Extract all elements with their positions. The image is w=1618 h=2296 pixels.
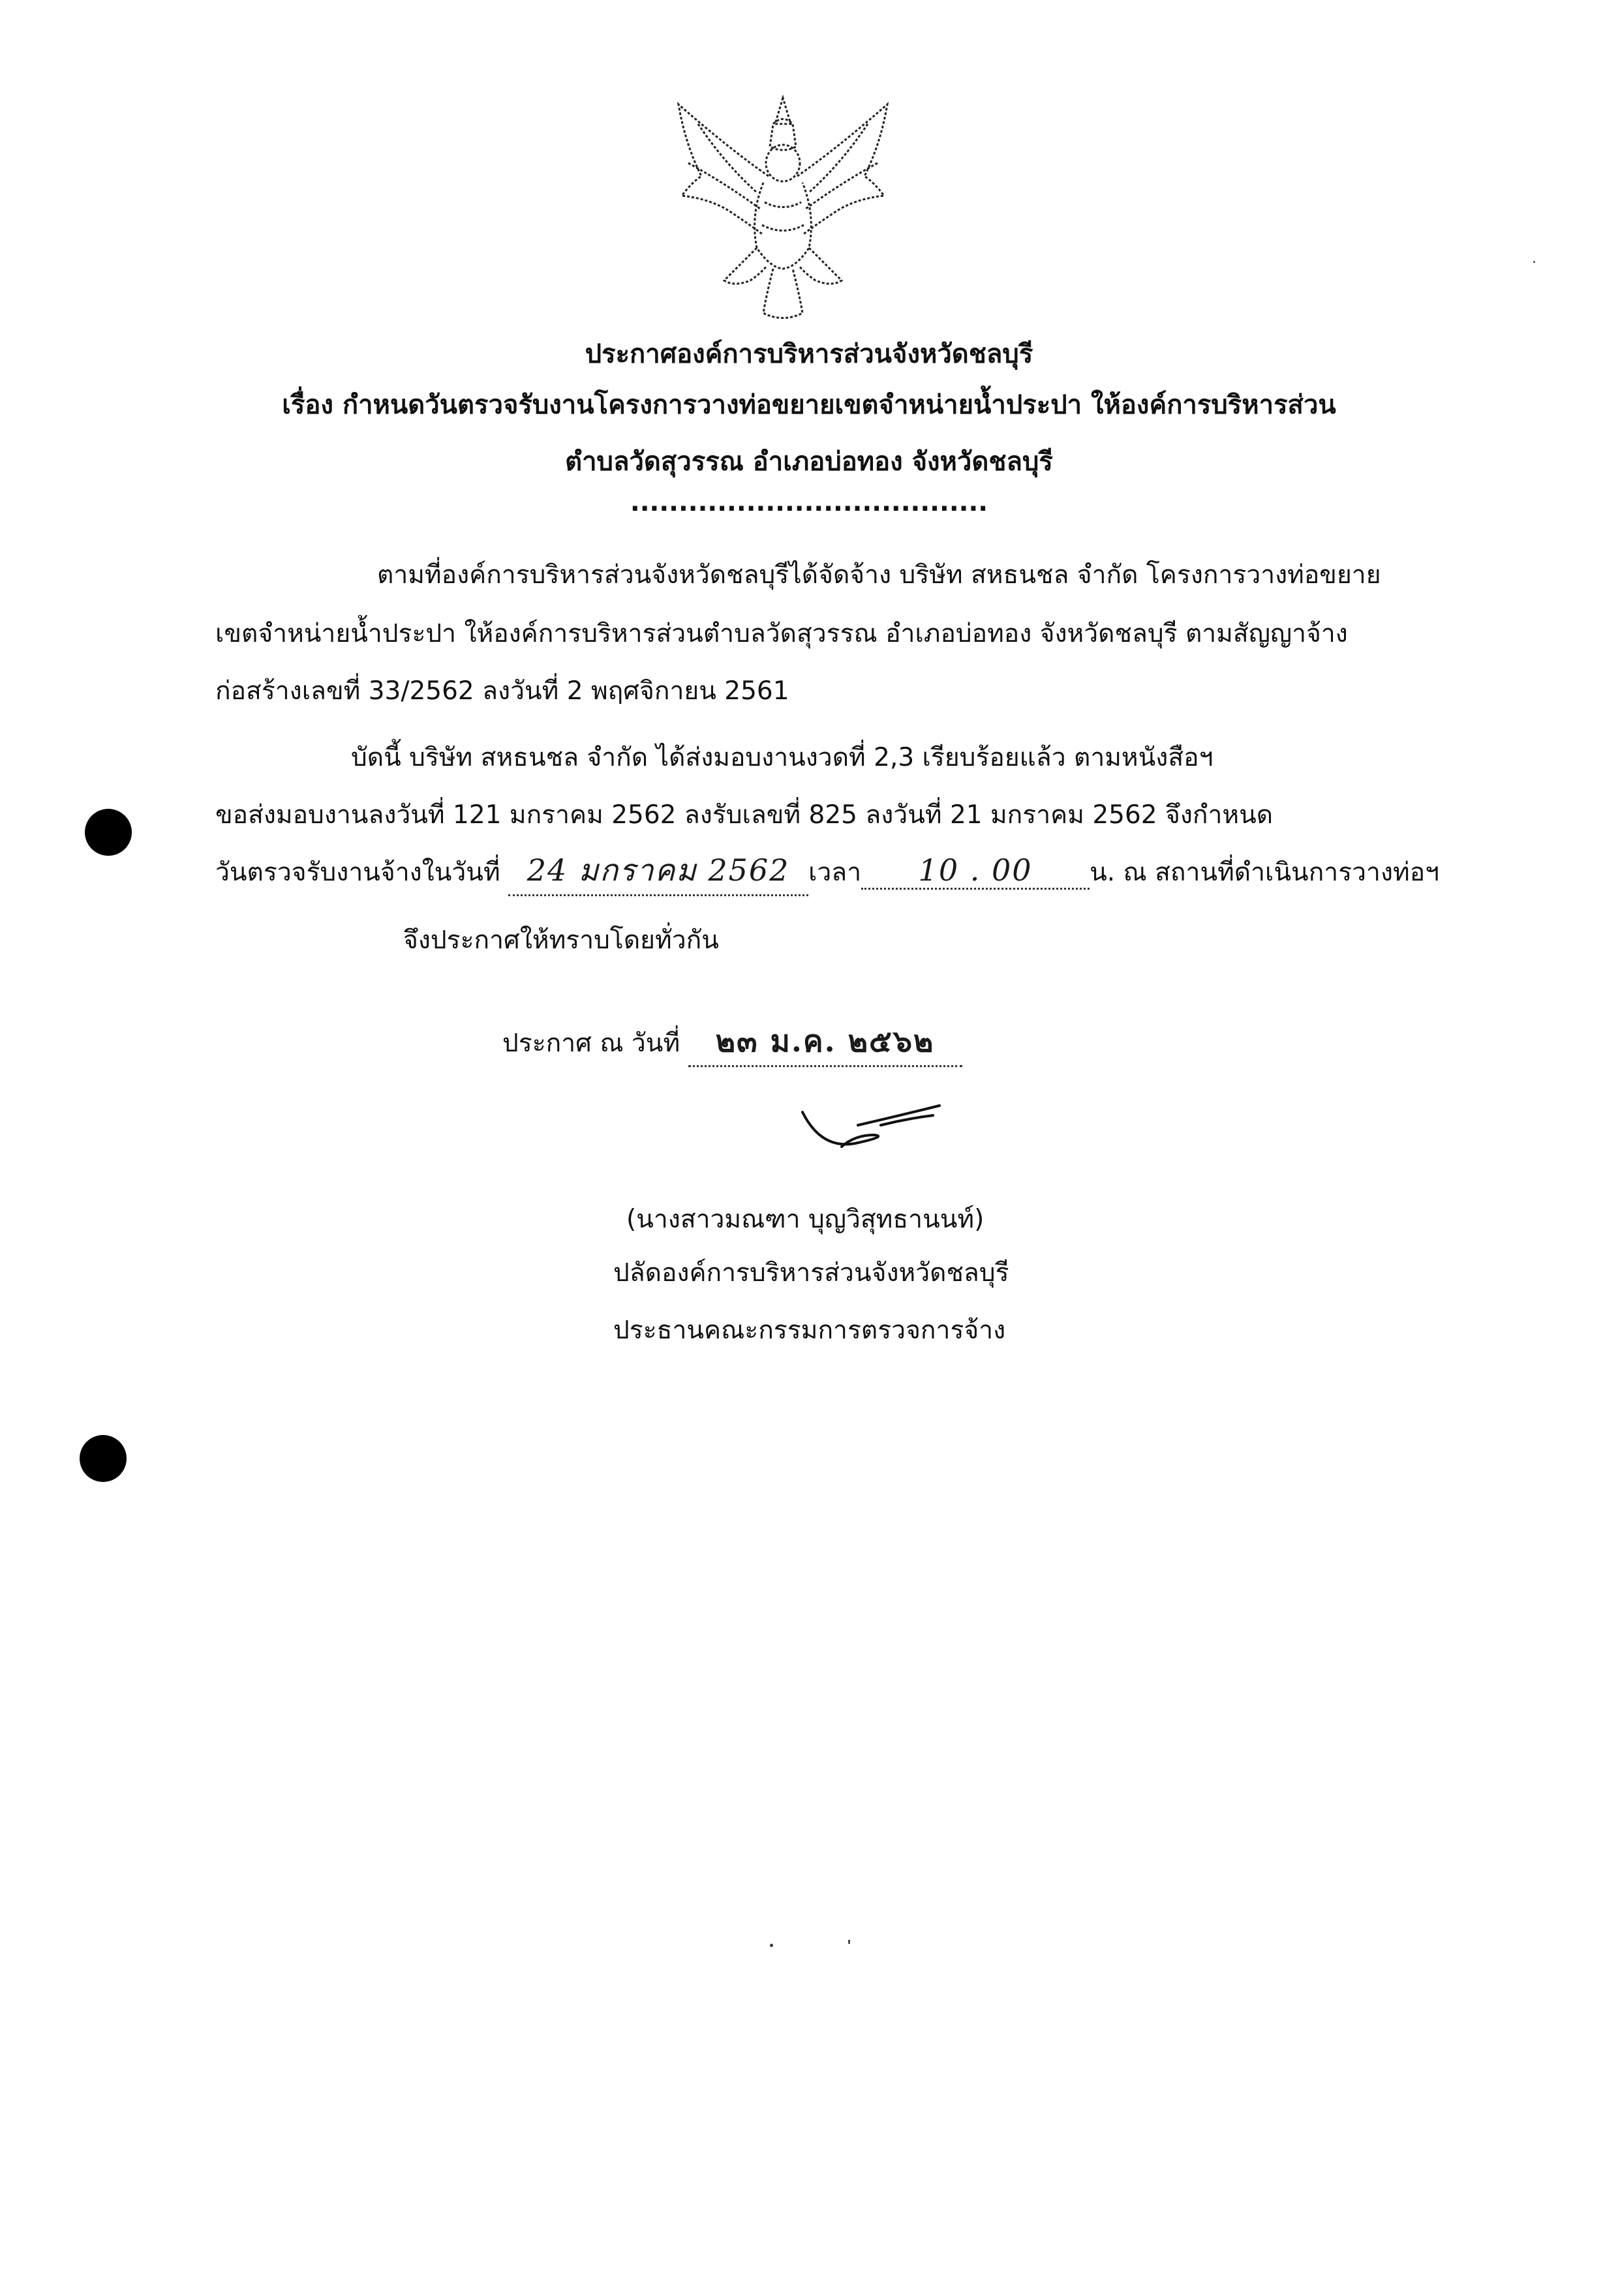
announcement-title: ประกาศองค์การบริหารส่วนจังหวัดชลบุรี	[585, 339, 1033, 369]
punch-hole	[80, 1435, 127, 1482]
announcement-date-label: ประกาศ ณ วันที่	[502, 1029, 680, 1058]
signatory-name: (นางสาวมณฑา บุญวิสุทธานนท์)	[626, 1205, 985, 1234]
announcement-date-handwritten: ๒๓ ม.ค. ๒๕๖๒	[715, 1023, 935, 1059]
inspection-location-text: น. ณ สถานที่ดำเนินการวางท่อฯ	[1090, 858, 1440, 887]
announcement-date	[502, 1018, 962, 1067]
punch-hole	[85, 809, 132, 856]
inspection-date-label: วันตรวจรับงานจ้างในวันที่	[215, 858, 500, 887]
signatory-position: ปลัดองค์การบริหารส่วนจังหวัดชลบุรี	[613, 1258, 1009, 1288]
paragraph-line: ก่อสร้างเลขที่ 33/2562 ลงวันที่ 2 พฤศจิกายน 2561	[215, 676, 789, 706]
subject-line-location: ตำบลวัดสุวรรณ อำเภอบ่อทอง จังหวัดชลบุรี	[565, 447, 1053, 477]
inspection-time-handwritten: 10 . 00	[918, 853, 1033, 888]
separator-dots: .....................................	[630, 488, 988, 517]
scan-speck	[1533, 261, 1535, 263]
paragraph-line: บัดนี้ บริษัท สหธนชล จำกัด ได้ส่งมอบงานงวดที่ 2,3 เรียบร้อยแล้ว ตามหนังสือฯ	[351, 743, 1214, 772]
scan-speck	[770, 1944, 773, 1947]
closing-text: จึงประกาศให้ทราบโดยทั่วกัน	[403, 926, 719, 955]
paragraph-line-date-time	[215, 847, 1439, 896]
paragraph-line: เขตจำหน่ายน้ำประปา ให้องค์การบริหารส่วนตำบลวัดสุวรรณ อำเภอบ่อทอง จังหวัดชลบุรี ตามสัญญาจ้าง	[215, 619, 1348, 648]
paragraph-line: ขอส่งมอบงานลงวันที่ 121 มกราคม 2562 ลงรับเลขที่ 825 ลงวันที่ 21 มกราคม 2562 จึงกำหนด	[215, 800, 1274, 830]
paragraph-line: ตามที่องค์การบริหารส่วนจังหวัดชลบุรีได้จัดจ้าง บริษัท สหธนชล จำกัด โครงการวางท่อขยาย	[377, 560, 1381, 590]
inspection-date-handwritten: 24 มกราคม 2562	[527, 853, 790, 888]
subject-line: เรื่อง กำหนดวันตรวจรับงานโครงการวางท่อขยายเขตจำหน่ายน้ำประปา ให้องค์การบริหารส่วน	[282, 390, 1336, 420]
time-label: เวลา	[808, 858, 862, 887]
handwritten-signature-icon	[796, 1089, 946, 1161]
garuda-emblem-icon	[652, 85, 913, 326]
signatory-committee-role: ประธานคณะกรรมการตรวจการจ้าง	[613, 1316, 1006, 1345]
scan-speck	[848, 1940, 850, 1944]
